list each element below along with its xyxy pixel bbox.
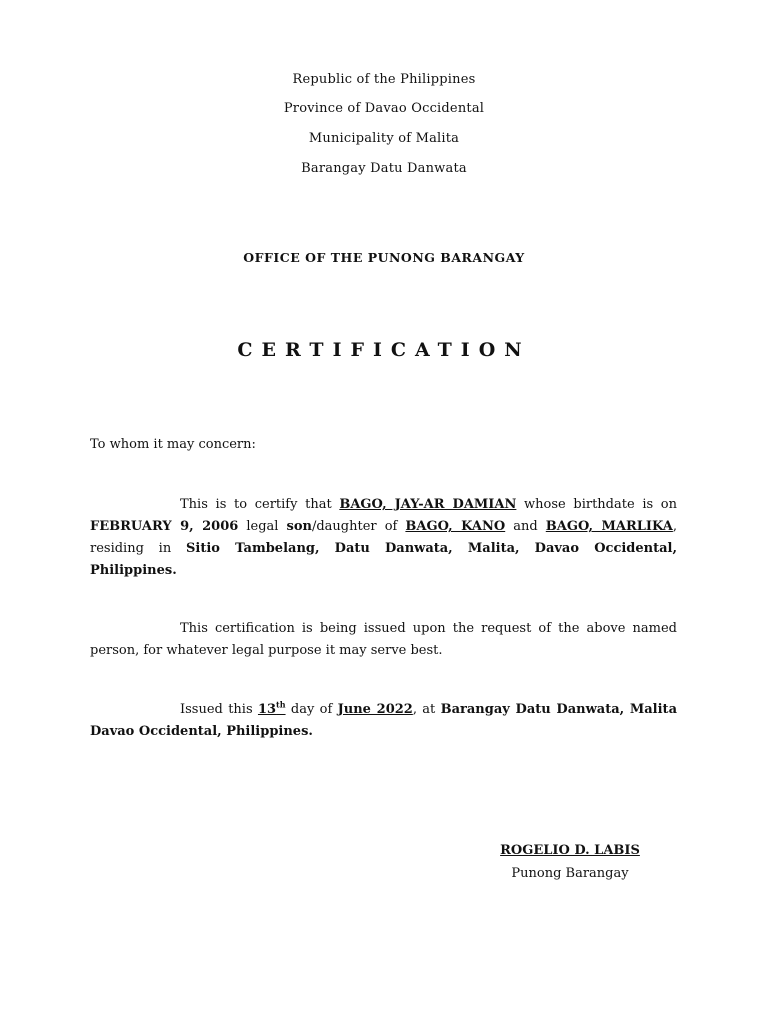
header-republic: Republic of the Philippines [292, 72, 476, 87]
father-name: BAGO, KANO [405, 519, 506, 534]
address: Sitio Tambelang, Datu Danwata, Malita, Davao Occidental, Philippines. [90, 541, 677, 578]
issued-paragraph: Issued this 13th day of June 2022, at Barangay Datu Danwata, Malita Davao Occidental, Philippines. [90, 699, 677, 739]
salutation: To whom it may concern: [90, 437, 256, 452]
certified-person-name: BAGO, JAY-AR DAMIAN [339, 497, 517, 512]
signatory-name: ROGELIO D. LABIS [500, 843, 640, 858]
office-title: OFFICE OF THE PUNONG BARANGAY [243, 250, 525, 265]
header-province: Province of Davao Occidental [283, 101, 485, 116]
header-municipality: Municipality of Malita [308, 131, 460, 146]
purpose-paragraph: This certification is being issued upon the request of the above named person, for whatever legal purpose it may serve best. [90, 621, 677, 658]
son-label: son [286, 519, 312, 534]
certification-paragraph: This is to certify that BAGO, JAY-AR DAMIAN whose birthdate is on FEBRUARY 9, 2006 legal son/daughter of BAGO, KANO and BAGO, MARLIKA, residing in Sitio Tambelang, Datu Danwata, Malita, Davao Occidental, Philippines. [90, 497, 678, 578]
issue-day: 13th [257, 699, 286, 717]
document-title: CERTIFICATION [237, 339, 531, 361]
issue-place: Barangay Datu Danwata, Malita Davao Occidental, Philippines. [90, 702, 677, 739]
signatory-position: Punong Barangay [511, 866, 629, 881]
birthdate: FEBRUARY 9, 2006 [90, 519, 239, 534]
header-barangay: Barangay Datu Danwata [301, 161, 467, 176]
mother-name: BAGO, MARLIKA [545, 519, 673, 534]
issue-month-year: June 2022 [337, 702, 413, 717]
